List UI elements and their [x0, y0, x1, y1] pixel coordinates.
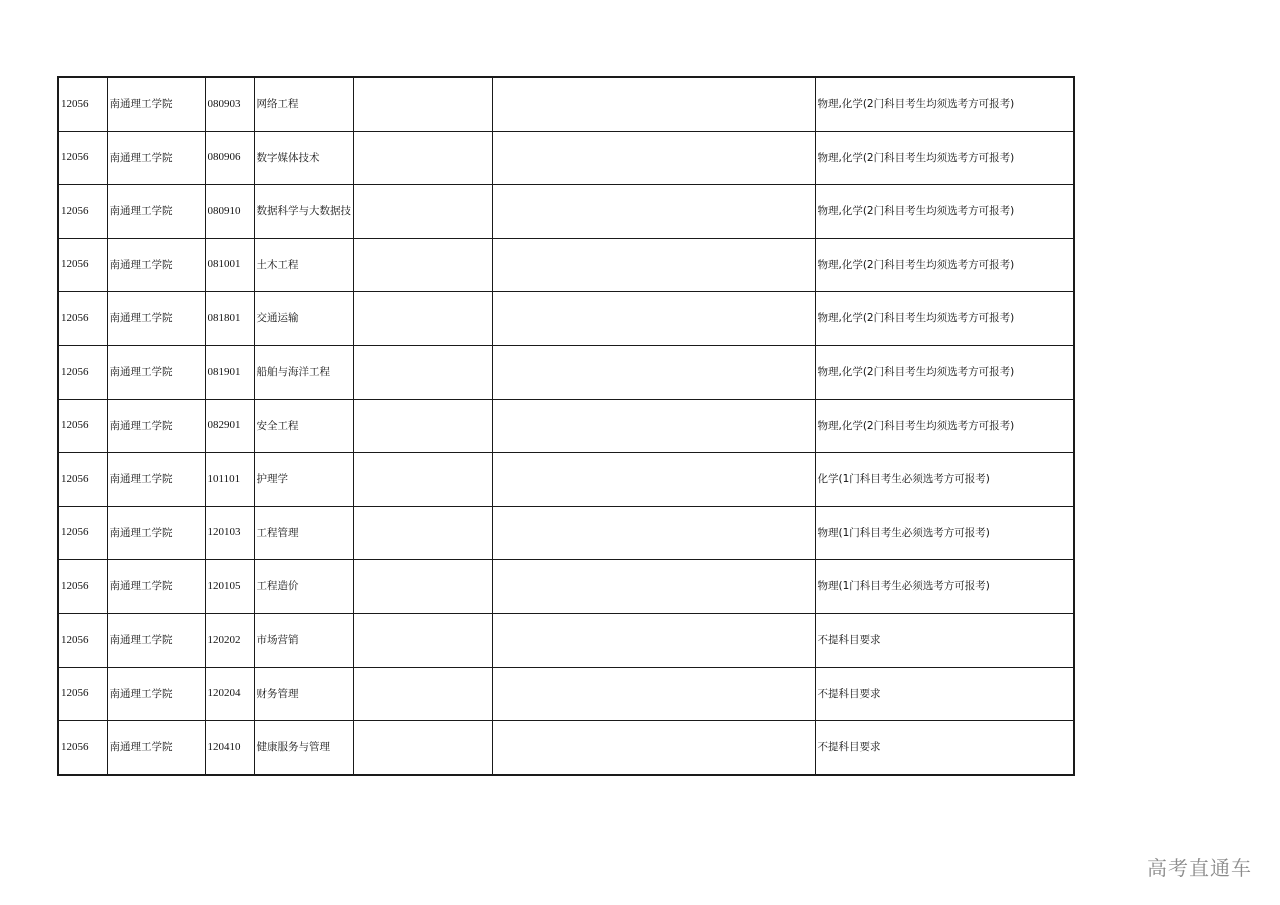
empty-cell: [492, 238, 815, 292]
school-code-cell: 12056: [58, 399, 107, 453]
school-name-cell: 南通理工学院: [107, 506, 205, 560]
subject-requirement-cell: 物理,化学(2门科目考生均须选考方可报考): [815, 185, 1074, 239]
empty-cell: [492, 453, 815, 507]
table-body: [58, 77, 1074, 775]
school-name-cell: 南通理工学院: [107, 721, 205, 775]
table-row: [58, 399, 1074, 453]
empty-cell: [353, 721, 492, 775]
empty-cell: [353, 506, 492, 560]
major-name-cell: 安全工程: [254, 399, 353, 453]
major-code-cell: 080903: [205, 77, 254, 131]
subject-requirement-cell: 物理,化学(2门科目考生均须选考方可报考): [815, 238, 1074, 292]
empty-cell: [492, 77, 815, 131]
school-code-cell: 12056: [58, 506, 107, 560]
school-name-cell: 南通理工学院: [107, 453, 205, 507]
subject-requirement-cell: 物理,化学(2门科目考生均须选考方可报考): [815, 292, 1074, 346]
empty-cell: [492, 506, 815, 560]
school-code-cell: 12056: [58, 292, 107, 346]
subject-requirement-cell: 物理,化学(2门科目考生均须选考方可报考): [815, 77, 1074, 131]
school-code-cell: 12056: [58, 667, 107, 721]
school-name-cell: 南通理工学院: [107, 613, 205, 667]
school-name-cell: 南通理工学院: [107, 560, 205, 614]
watermark: 高考直通车: [1147, 856, 1252, 880]
table-row: [58, 292, 1074, 346]
empty-cell: [492, 345, 815, 399]
subject-requirement-cell: 不提科目要求: [815, 613, 1074, 667]
major-code-cell: 120410: [205, 721, 254, 775]
school-code-cell: 12056: [58, 185, 107, 239]
empty-cell: [492, 560, 815, 614]
subject-requirement-cell: 物理(1门科目考生必须选考方可报考): [815, 506, 1074, 560]
school-name-cell: 南通理工学院: [107, 185, 205, 239]
empty-cell: [353, 238, 492, 292]
school-name-cell: 南通理工学院: [107, 292, 205, 346]
major-name-cell: 工程管理: [254, 506, 353, 560]
school-code-cell: 12056: [58, 613, 107, 667]
school-name-cell: 南通理工学院: [107, 667, 205, 721]
major-name-cell: 交通运输: [254, 292, 353, 346]
school-code-cell: 12056: [58, 131, 107, 185]
school-name-cell: 南通理工学院: [107, 238, 205, 292]
major-code-cell: 082901: [205, 399, 254, 453]
subject-requirement-cell: 不提科目要求: [815, 721, 1074, 775]
table-row: [58, 453, 1074, 507]
major-code-cell: 081001: [205, 238, 254, 292]
empty-cell: [353, 399, 492, 453]
subject-requirements-table: [57, 76, 1075, 776]
school-code-cell: 12056: [58, 345, 107, 399]
empty-cell: [492, 399, 815, 453]
empty-cell: [353, 292, 492, 346]
school-code-cell: 12056: [58, 453, 107, 507]
major-name-cell: 数字媒体技术: [254, 131, 353, 185]
major-code-cell: 120105: [205, 560, 254, 614]
empty-cell: [353, 185, 492, 239]
major-code-cell: 120204: [205, 667, 254, 721]
subject-requirement-cell: 物理(1门科目考生必须选考方可报考): [815, 560, 1074, 614]
subject-requirement-cell: 物理,化学(2门科目考生均须选考方可报考): [815, 131, 1074, 185]
table-row: [58, 345, 1074, 399]
major-code-cell: 080906: [205, 131, 254, 185]
table-row: [58, 667, 1074, 721]
table-row: [58, 721, 1074, 775]
major-name-cell: 财务管理: [254, 667, 353, 721]
major-code-cell: 080910: [205, 185, 254, 239]
major-name-cell: 网络工程: [254, 77, 353, 131]
subject-requirement-cell: 化学(1门科目考生必须选考方可报考): [815, 453, 1074, 507]
subject-requirement-cell: 物理,化学(2门科目考生均须选考方可报考): [815, 399, 1074, 453]
table-row: [58, 77, 1074, 131]
school-name-cell: 南通理工学院: [107, 77, 205, 131]
major-code-cell: 081901: [205, 345, 254, 399]
school-name-cell: 南通理工学院: [107, 345, 205, 399]
empty-cell: [492, 721, 815, 775]
empty-cell: [492, 613, 815, 667]
empty-cell: [353, 345, 492, 399]
subject-requirement-cell: 不提科目要求: [815, 667, 1074, 721]
empty-cell: [353, 131, 492, 185]
empty-cell: [353, 613, 492, 667]
table-row: [58, 613, 1074, 667]
table-row: [58, 185, 1074, 239]
empty-cell: [492, 292, 815, 346]
subject-requirement-cell: 物理,化学(2门科目考生均须选考方可报考): [815, 345, 1074, 399]
table-row: [58, 506, 1074, 560]
major-name-cell: 健康服务与管理: [254, 721, 353, 775]
empty-cell: [353, 667, 492, 721]
school-name-cell: 南通理工学院: [107, 131, 205, 185]
school-code-cell: 12056: [58, 77, 107, 131]
empty-cell: [353, 560, 492, 614]
major-code-cell: 081801: [205, 292, 254, 346]
table-row: [58, 238, 1074, 292]
major-code-cell: 120202: [205, 613, 254, 667]
table-row: [58, 560, 1074, 614]
major-code-cell: 120103: [205, 506, 254, 560]
major-name-cell: 工程造价: [254, 560, 353, 614]
empty-cell: [492, 185, 815, 239]
major-name-cell: 数据科学与大数据技: [254, 185, 353, 239]
major-code-cell: 101101: [205, 453, 254, 507]
school-code-cell: 12056: [58, 721, 107, 775]
major-name-cell: 市场营销: [254, 613, 353, 667]
school-code-cell: 12056: [58, 238, 107, 292]
empty-cell: [492, 667, 815, 721]
school-code-cell: 12056: [58, 560, 107, 614]
table-row: [58, 131, 1074, 185]
empty-cell: [353, 77, 492, 131]
major-name-cell: 土木工程: [254, 238, 353, 292]
empty-cell: [353, 453, 492, 507]
school-name-cell: 南通理工学院: [107, 399, 205, 453]
major-name-cell: 船舶与海洋工程: [254, 345, 353, 399]
empty-cell: [492, 131, 815, 185]
major-name-cell: 护理学: [254, 453, 353, 507]
